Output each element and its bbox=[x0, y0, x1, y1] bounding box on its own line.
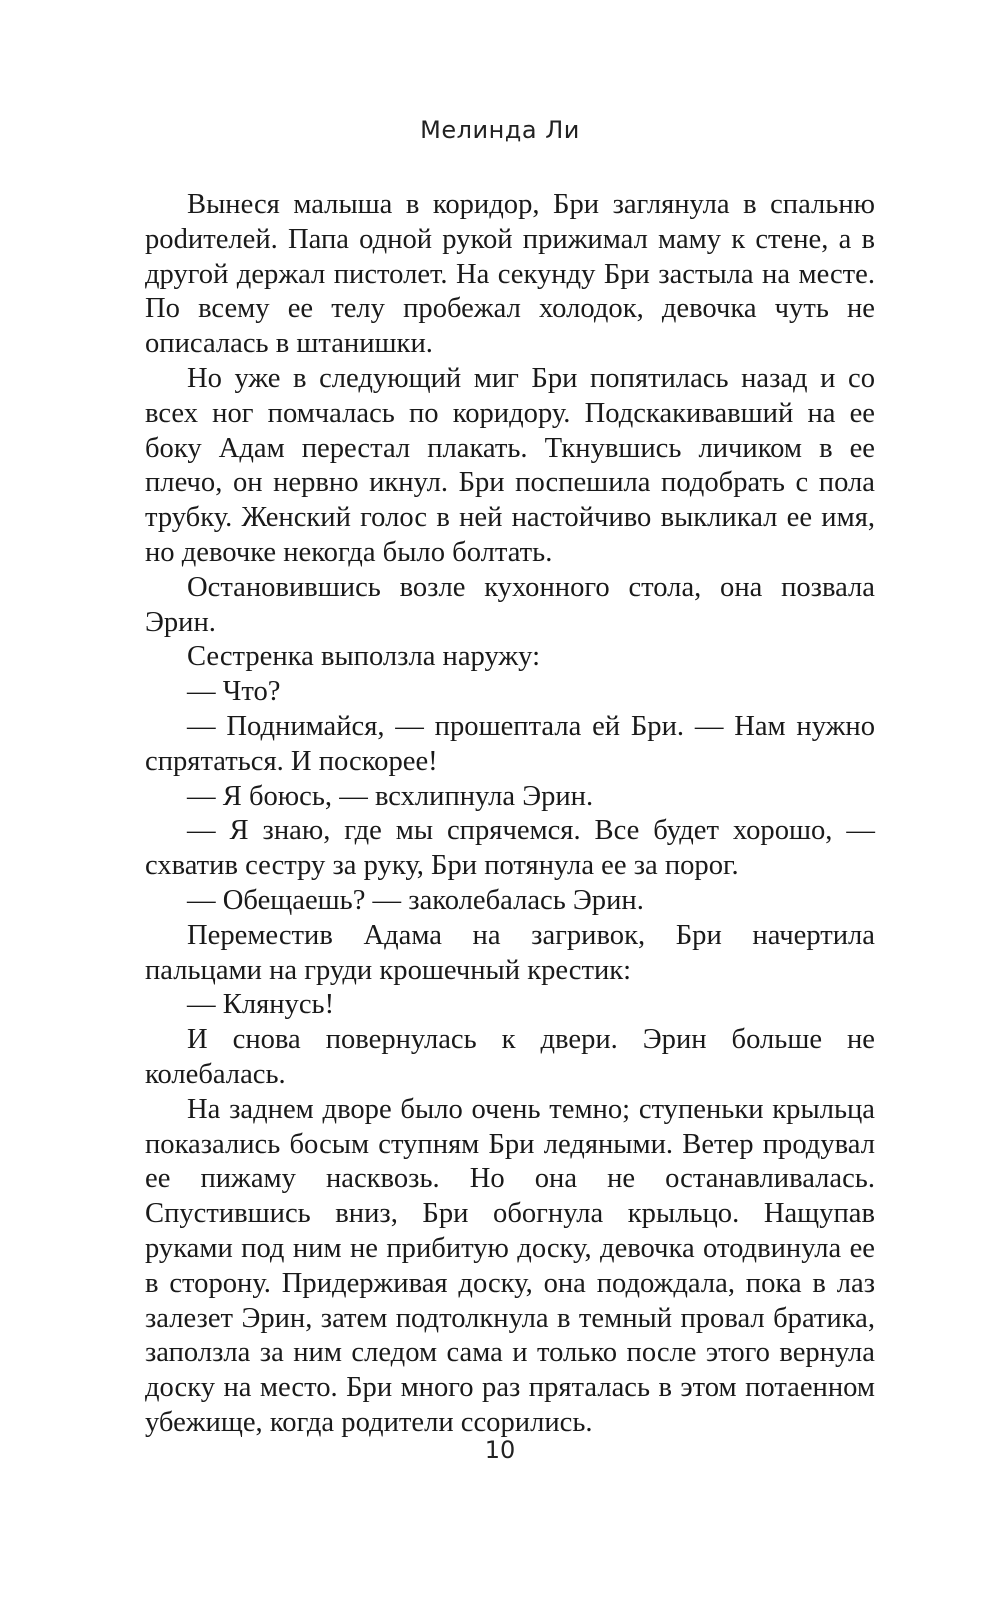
dialogue-line: — Обещаешь? — заколебалась Эрин. bbox=[187, 884, 644, 916]
dialogue-line: — Поднимайся, — прошептала ей Бри. — Нам нужно спрятаться. И поскорее! bbox=[145, 710, 875, 777]
dialogue-line: — Клянусь! bbox=[187, 989, 335, 1021]
paragraph: Остановившись возле кухонного стола, она позвала Эрин. bbox=[145, 571, 875, 638]
running-head-author: Мелинда Ли bbox=[420, 116, 580, 144]
paragraph: Сестренка выползла наружу: bbox=[187, 641, 541, 673]
page-number: 10 bbox=[484, 1436, 516, 1464]
paragraph: Вынеся малыша в коридор, Бри заглянула в спальню роdителей. Папа одной рукой прижимал маму к стене, а в другой держал пистолет. На секунду Бри застыла на месте. По всему ее телу пробежал холодок, девочка чуть не описалась в штанишки. bbox=[145, 189, 875, 360]
paragraph: На заднем дворе было очень темно; ступеньки крыльца показались босым ступням Бри ледяными. Ветер продувал ее пижаму насквозь. Но она не останавливалась. Спустившись вниз, Бри обогнула крыльцо. Нащупав руками под ним не прибитую доску, девочка отодвинула ее в сторону. Придерживая доску, она подождала, пока в лаз залезет Эрин, затем подтолкнула в темный провал братика, заползла за ним следом сама и только после этого вернула доску на место. Бри много раз пряталась в этом потаенном убежище, когда родители ссорились. bbox=[145, 1093, 875, 1438]
dialogue-line: — Я боюсь, — всхлипнула Эрин. bbox=[187, 780, 594, 812]
dialogue-line: — Я знаю, где мы спрячемся. Все будет хорошо, — схватив сестру за руку, Бри потянула ее за порог. bbox=[145, 815, 875, 882]
paragraph: Переместив Адама на загривок, Бри начертила пальцами на груди крошечный крестик: bbox=[145, 919, 875, 986]
paragraph: И снова повернулась к двери. Эрин больше не колебалась. bbox=[145, 1024, 875, 1090]
dialogue-line: — Что? bbox=[187, 676, 281, 708]
paragraph: Но уже в следующий миг Бри попятилась назад и со всех ног помчалась по коридору. Подскакивавший на ее боку Адам перестал плакать. Ткнувшись личиком в ее плечо, он нервно икнул. Бри поспешила подобрать с пола трубку. Женский голос в ней настойчиво выкликал ее имя, но девочке некогда было болтать. bbox=[145, 362, 875, 568]
body-text bbox=[145, 188, 875, 1441]
